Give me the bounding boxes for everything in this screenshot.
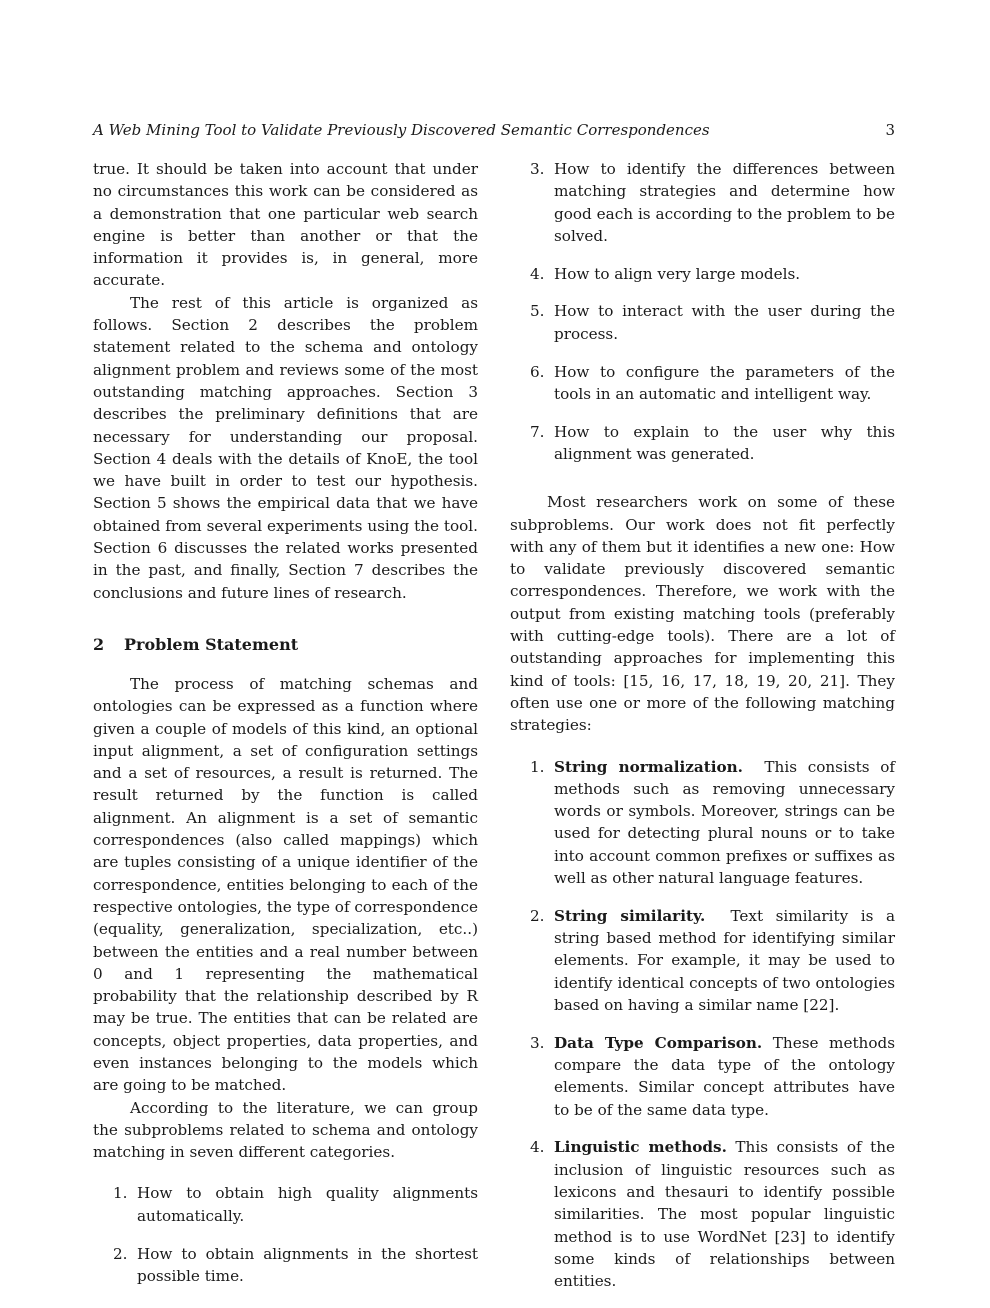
strategy-text: This consists of the inclusion of linguistic resources such as lexicons and thesauri to identify possible similarities. The most popular linguistic method is to use WordNet [23] to identify some kinds of relationships between entities.	[554, 1138, 895, 1291]
list-number: 2.	[113, 1244, 128, 1263]
list-text: How to configure the parameters of the tools in an automatic and intelligent way.	[554, 362, 895, 403]
list-item	[510, 1136, 895, 1292]
list-number: 3.	[530, 1033, 545, 1052]
list-number: 3.	[530, 160, 545, 178]
running-head	[93, 119, 895, 141]
list-number: 1.	[113, 1184, 128, 1203]
list-number: 7.	[530, 422, 545, 441]
list-text: How to explain to the user why this alignment was generated.	[554, 422, 895, 463]
list-item	[93, 1243, 478, 1288]
subproblem-list	[93, 1182, 478, 1287]
strategy-text: Text similarity is a string based method for identifying similar elements. For example, it may be used to identify identical concepts of two ontologies based on having a similar name [22].	[554, 906, 895, 1014]
section-number: 2	[93, 634, 105, 654]
strategy-list	[510, 756, 895, 1293]
list-number: 5.	[530, 302, 545, 321]
strategy-term: Linguistic methods.	[554, 1138, 727, 1157]
list-number: 4.	[530, 264, 545, 283]
strategy-text: This consists of methods such as removing unnecessary words or symbols. Moreover, strings can be used for detecting plural nouns or to take into account common prefixes or suffixes as well as other natural language features.	[554, 757, 895, 888]
list-item	[510, 361, 895, 406]
list-text: How to obtain high quality alignments automatically.	[137, 1184, 478, 1225]
list-text: How to identify the differences between matching strategies and determine how good each is according to the problem to be solved.	[554, 160, 895, 245]
strategy-term: String similarity.	[554, 906, 706, 925]
strategy-term: Data Type Comparison.	[554, 1033, 763, 1052]
paragraph: According to the literature, we can group the subproblems related to schema and ontology matching in seven different categories.	[93, 1098, 478, 1162]
right-column	[510, 158, 895, 1308]
list-item	[93, 1182, 478, 1227]
list-item	[510, 421, 895, 466]
section-heading	[93, 634, 478, 656]
subproblem-list-continued	[510, 158, 895, 465]
list-item	[510, 1032, 895, 1121]
list-number: 2.	[530, 906, 545, 925]
left-column	[93, 158, 478, 1303]
paragraph: The rest of this article is organized as follows. Section 2 describes the problem statement related to the schema and ontology alignment problem and reviews some of the most outstanding matching approaches. Section 3 describes the preliminary definitions that are necessary for understanding our proposal. Section 4 deals with the details of KnoE, the tool we have built in order to test our hypothesis. Section 5 shows the empirical data that we have obtained from several experiments using the tool. Section 6 discusses the related works presented in the past, and finally, Section 7 describes the conclusions and future lines of research.	[93, 293, 478, 602]
list-text: How to obtain alignments in the shortest possible time.	[137, 1244, 478, 1285]
strategy-term: String normalization.	[554, 757, 743, 776]
paragraph: Most researchers work on some of these subproblems. Our work does not fit perfectly with any of them but it identifies a new one: How to validate previously discovered semantic correspondences. Therefore, we work with the output from existing matching tools (preferably with cutting-edge tools). There are a lot of outstanding approaches for implementing this kind of tools: [15, 16, 17, 18, 19, 20, 21]. They often use one or more of the following matching strategies:	[510, 493, 895, 735]
list-text: How to interact with the user during the process.	[554, 302, 895, 343]
list-number: 4.	[530, 1138, 545, 1157]
list-item	[510, 905, 895, 1016]
list-number: 6.	[530, 362, 545, 381]
paragraph: true. It should be taken into account that under no circumstances this work can be considered as a demonstration that one particular web search engine is better than another or that the information it provides is, in general, more accurate.	[93, 160, 478, 290]
list-number: 1.	[530, 757, 545, 776]
list-item	[510, 263, 895, 285]
running-title: A Web Mining Tool to Validate Previously Discovered Semantic Correspondences	[93, 121, 710, 139]
list-item	[510, 158, 895, 247]
page-number: 3	[885, 121, 895, 139]
list-item	[510, 300, 895, 345]
section-title: Problem Statement	[124, 634, 299, 654]
list-text: How to align very large models.	[554, 264, 801, 283]
list-item	[510, 756, 895, 890]
paragraph: The process of matching schemas and ontologies can be expressed as a function where given a couple of models of this kind, an optional input alignment, a set of configuration settings and a set of resources, a result is returned. The result returned by the function is called alignment. An alignment is a set of semantic correspondences (also called mappings) which are tuples consisting of a unique identifier of the correspondence, entities belonging to each of the respective ontologies, the type of correspondence (equality, generalization, specialization, etc..) between the entities and a real number between 0 and 1 representing the mathematical probability that the relationship described by R may be true. The entities that can be related are concepts, object properties, data properties, and even instances belonging to the models which are going to be matched.	[93, 674, 478, 1095]
strategy-text: These methods compare the data type of the ontology elements. Similar concept attributes have to be of the same data type.	[554, 1033, 895, 1119]
